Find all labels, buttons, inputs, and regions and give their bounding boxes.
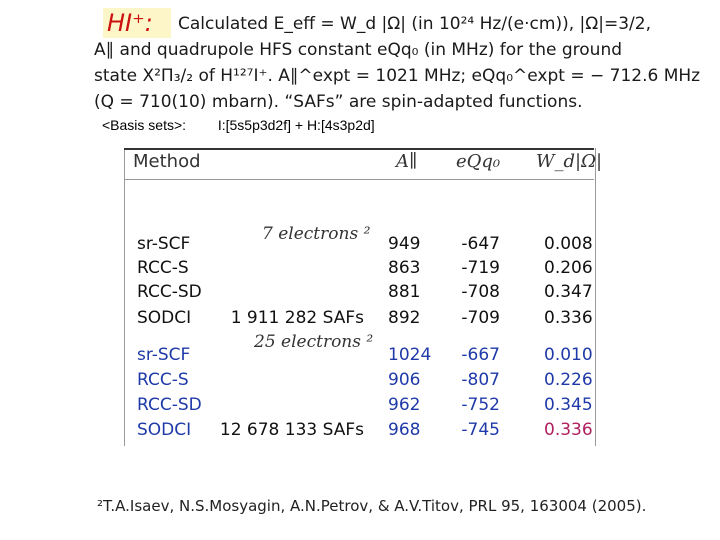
cell-saf-count: 12 678 133 SAFs [219,420,364,440]
cell-eqq0: -667 [461,345,500,365]
table-top-rule [124,148,594,150]
caption-line-3: state X²Π₃/₂ of H¹²⁷I⁺. A∥^expt = 1021 MHz; eQq₀^expt = − 712.6 MHz [94,66,701,86]
cell-eqq0: -719 [461,258,500,278]
cell-a-parallel: 1024 [388,345,432,365]
header-eqq0: eQq₀ [456,151,501,172]
cell-a-parallel: 949 [388,234,421,254]
table-row [124,418,594,442]
cell-wd: 0.347 [544,282,593,302]
cell-eqq0: -708 [461,282,500,302]
cell-a-parallel: 968 [388,420,421,440]
cell-method: RCC-SD [137,395,202,415]
cell-eqq0: -745 [461,420,500,440]
cell-method: sr-SCF [137,234,191,254]
cell-a-parallel: 881 [388,282,421,302]
cell-method: RCC-S [137,258,189,278]
slide-title: HI⁺: [103,8,171,38]
table-row [124,368,594,392]
table-row [124,280,594,304]
cell-wd-highlighted: 0.336 [544,420,593,440]
cell-a-parallel: 863 [388,258,421,278]
table-row [124,256,594,280]
table-row [124,306,594,330]
cell-method: RCC-S [137,370,189,390]
cell-method: SODCI [137,308,192,328]
cell-saf-count: 1 911 282 SAFs [230,308,364,328]
section-label-7-electrons: 7 electrons ² [262,224,371,244]
table-row [124,393,594,417]
cell-wd: 0.345 [544,395,593,415]
cell-eqq0: -709 [461,308,500,328]
cell-method: sr-SCF [137,345,191,365]
reference-citation: ²T.A.Isaev, N.S.Mosyagin, A.N.Petrov, & A.V.Titov, PRL 95, 163004 (2005). [97,497,647,515]
header-wd: W_d|Ω| [536,151,603,172]
cell-wd: 0.206 [544,258,593,278]
cell-wd: 0.010 [544,345,593,365]
basis-sets-line [102,117,375,133]
table-header-rule [124,179,594,180]
caption-line-2: A∥ and quadrupole HFS constant eQq₀ (in MHz) for the ground [94,40,623,60]
cell-eqq0: -752 [461,395,500,415]
caption-line-4: (Q = 710(10) mbarn). “SAFs” are spin-adapted functions. [94,92,583,112]
basis-value: I:[5s5p3d2f] + H:[4s3p2d] [217,117,375,133]
cell-eqq0: -647 [461,234,500,254]
header-a-parallel: A∥ [396,151,418,172]
table-row [124,343,594,367]
cell-method: SODCI [137,420,192,440]
cell-wd: 0.008 [544,234,593,254]
cell-a-parallel: 892 [388,308,421,328]
cell-a-parallel: 906 [388,370,421,390]
cell-eqq0: -807 [461,370,500,390]
header-method: Method [133,151,201,172]
caption-line-1: Calculated E_eff = W_d |Ω| (in 10²⁴ Hz/(e·cm)), |Ω|=3/2, [178,14,651,34]
cell-method: RCC-SD [137,282,202,302]
table-row [124,232,594,256]
section-label-25-electrons: 25 electrons ² [254,332,374,352]
cell-wd: 0.336 [544,308,593,328]
cell-a-parallel: 962 [388,395,421,415]
cell-wd: 0.226 [544,370,593,390]
basis-label: <Basis sets>: [102,117,187,133]
